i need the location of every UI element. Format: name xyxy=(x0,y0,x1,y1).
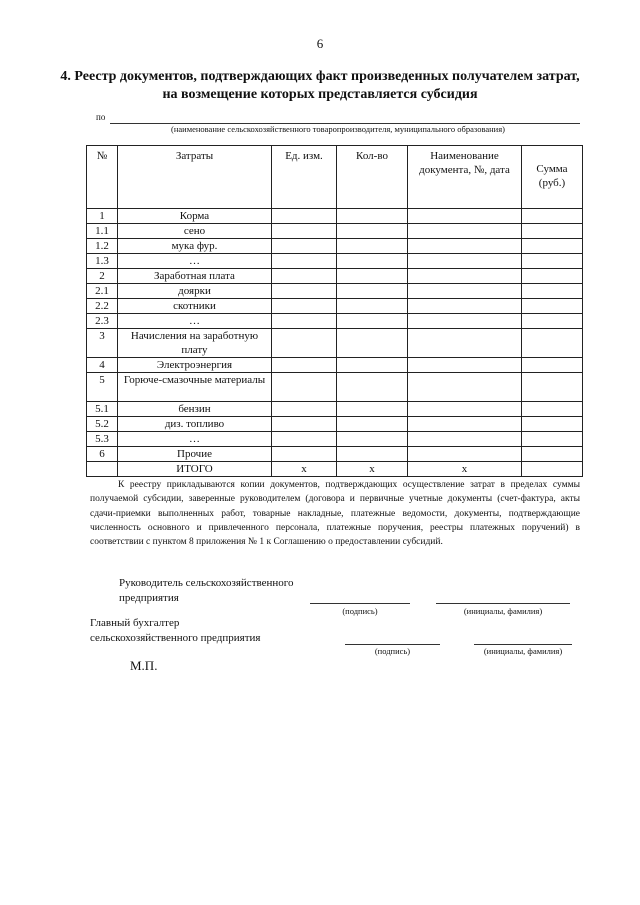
row-number: 5 xyxy=(87,373,118,402)
row-unit xyxy=(272,284,337,299)
row-document xyxy=(408,402,522,417)
row-document xyxy=(408,314,522,329)
row-expense: Начисления на заработную плату xyxy=(118,329,272,358)
registry-table xyxy=(86,145,583,477)
row-expense: диз. топливо xyxy=(118,417,272,432)
row-document xyxy=(408,373,522,402)
row-amount xyxy=(522,462,583,477)
accountant-signature-caption: (подпись) xyxy=(374,646,411,656)
row-unit xyxy=(272,299,337,314)
row-document xyxy=(408,417,522,432)
table-row xyxy=(87,329,583,358)
row-unit xyxy=(272,358,337,373)
row-quantity xyxy=(337,239,408,254)
row-number: 1.1 xyxy=(87,224,118,239)
row-quantity xyxy=(337,447,408,462)
table-row xyxy=(87,254,583,269)
table-row xyxy=(87,314,583,329)
row-amount xyxy=(522,299,583,314)
row-quantity xyxy=(337,402,408,417)
page-number: 6 xyxy=(316,36,324,51)
row-amount xyxy=(522,358,583,373)
row-quantity xyxy=(337,358,408,373)
table-row xyxy=(87,224,583,239)
row-expense: Электроэнергия xyxy=(118,358,272,373)
row-quantity xyxy=(337,314,408,329)
row-document xyxy=(408,432,522,447)
row-unit xyxy=(272,209,337,224)
row-unit xyxy=(272,417,337,432)
row-number: 1 xyxy=(87,209,118,224)
row-expense: бензин xyxy=(118,402,272,417)
row-number: 4 xyxy=(87,358,118,373)
row-unit xyxy=(272,224,337,239)
row-unit xyxy=(272,373,337,402)
row-number: 2.3 xyxy=(87,314,118,329)
row-amount xyxy=(522,432,583,447)
recipient-line-caption: (наименование сельскохозяйственного товаропроизводителя, муниципального образования) xyxy=(171,124,505,134)
row-quantity xyxy=(337,329,408,358)
row-quantity xyxy=(337,269,408,284)
row-quantity xyxy=(337,299,408,314)
row-number: 2.1 xyxy=(87,284,118,299)
row-expense: ИТОГО xyxy=(118,462,272,477)
accountant-name-caption: (инициалы, фамилия) xyxy=(483,646,563,656)
table-row xyxy=(87,373,583,402)
head-title xyxy=(119,576,339,606)
head-title-line2: предприятия xyxy=(119,592,179,604)
row-amount xyxy=(522,329,583,358)
row-number: 5.3 xyxy=(87,432,118,447)
row-document xyxy=(408,299,522,314)
row-expense: доярки xyxy=(118,284,272,299)
header-cell-quantity: Кол-во xyxy=(337,146,408,209)
row-number: 2.2 xyxy=(87,299,118,314)
table-row xyxy=(87,358,583,373)
table-row xyxy=(87,447,583,462)
row-amount xyxy=(522,447,583,462)
header-cell-document: Наименование документа, №, дата xyxy=(408,146,522,209)
row-number: 2 xyxy=(87,269,118,284)
row-document xyxy=(408,447,522,462)
row-expense: скотники xyxy=(118,299,272,314)
table-row xyxy=(87,417,583,432)
row-amount xyxy=(522,373,583,402)
row-document xyxy=(408,358,522,373)
head-name-caption: (инициалы, фамилия) xyxy=(463,606,543,616)
row-number: 1.3 xyxy=(87,254,118,269)
head-signature-line xyxy=(310,603,410,604)
row-number: 6 xyxy=(87,447,118,462)
row-unit xyxy=(272,254,337,269)
row-amount xyxy=(522,314,583,329)
row-expense: Прочие xyxy=(118,447,272,462)
row-document xyxy=(408,239,522,254)
row-document xyxy=(408,269,522,284)
row-unit xyxy=(272,239,337,254)
row-quantity xyxy=(337,284,408,299)
head-name-line xyxy=(436,603,570,604)
row-unit xyxy=(272,432,337,447)
attachment-note: К реестру прикладываются копии документов, подтверждающих осуществление затрат в пределах суммы получаемой субсидии, заверенные руководителем (договора и первичные учетные документы (счет-фактура, акты сдачи-приемки выполненных работ, товарные накладные, платежные ведомости, документы, подтверждающие численность основного и привлеченного персонала, платежные поручения, реестры платежных поручений) в соответствии с пунктом 8 приложения № 1 к Соглашению о предоставлении субсидий. xyxy=(90,480,580,548)
row-amount xyxy=(522,239,583,254)
row-expense: сено xyxy=(118,224,272,239)
header-cell-unit: Ед. изм. xyxy=(272,146,337,209)
row-quantity xyxy=(337,432,408,447)
section-title: 4. Реестр документов, подтверждающих факт произведенных получателем затрат, на возмещение которых представляется субсидия xyxy=(60,69,580,102)
row-document: х xyxy=(408,462,522,477)
row-amount xyxy=(522,209,583,224)
header-cell-number: № xyxy=(87,146,118,209)
row-unit xyxy=(272,269,337,284)
accountant-title-line2: сельскохозяйственного предприятия xyxy=(90,632,261,644)
row-document xyxy=(408,209,522,224)
row-quantity xyxy=(337,254,408,269)
row-expense: Корма xyxy=(118,209,272,224)
table-row xyxy=(87,239,583,254)
row-number: 3 xyxy=(87,329,118,358)
row-document xyxy=(408,329,522,358)
row-number: 5.1 xyxy=(87,402,118,417)
row-unit xyxy=(272,329,337,358)
table-row xyxy=(87,432,583,447)
table-row xyxy=(87,299,583,314)
row-quantity xyxy=(337,417,408,432)
accountant-signature-line xyxy=(345,644,440,645)
accountant-title-line1: Главный бухгалтер xyxy=(90,617,180,629)
row-amount xyxy=(522,417,583,432)
row-quantity xyxy=(337,373,408,402)
row-number: 5.2 xyxy=(87,417,118,432)
accountant-name-line xyxy=(474,644,572,645)
table-header-row xyxy=(87,146,583,209)
row-quantity xyxy=(337,224,408,239)
head-signature-caption: (подпись) xyxy=(342,606,378,616)
row-amount xyxy=(522,402,583,417)
row-amount xyxy=(522,224,583,239)
row-number: 1.2 xyxy=(87,239,118,254)
table-row xyxy=(87,284,583,299)
table-total-row xyxy=(87,462,583,477)
table-row xyxy=(87,209,583,224)
row-expense: мука фур. xyxy=(118,239,272,254)
row-expense: Горюче-смазочные материалы xyxy=(118,373,272,402)
accountant-title xyxy=(90,616,340,646)
header-cell-amount: Сумма (руб.) xyxy=(522,146,583,209)
row-document xyxy=(408,254,522,269)
row-amount xyxy=(522,284,583,299)
row-amount xyxy=(522,254,583,269)
row-expense: Заработная плата xyxy=(118,269,272,284)
row-document xyxy=(408,284,522,299)
row-expense: … xyxy=(118,254,272,269)
row-unit xyxy=(272,314,337,329)
row-unit xyxy=(272,402,337,417)
table-row xyxy=(87,269,583,284)
row-unit: х xyxy=(272,462,337,477)
table-row xyxy=(87,402,583,417)
row-document xyxy=(408,224,522,239)
row-expense: … xyxy=(118,432,272,447)
row-unit xyxy=(272,447,337,462)
recipient-line xyxy=(96,111,580,125)
row-expense: … xyxy=(118,314,272,329)
header-cell-expenses: Затраты xyxy=(118,146,272,209)
row-amount xyxy=(522,269,583,284)
row-number xyxy=(87,462,118,477)
stamp-place-label: М.П. xyxy=(130,658,158,673)
head-title-line1: Руководитель сельскохозяйственного xyxy=(119,577,294,589)
row-quantity: х xyxy=(337,462,408,477)
row-quantity xyxy=(337,209,408,224)
recipient-line-label: по xyxy=(96,112,106,122)
